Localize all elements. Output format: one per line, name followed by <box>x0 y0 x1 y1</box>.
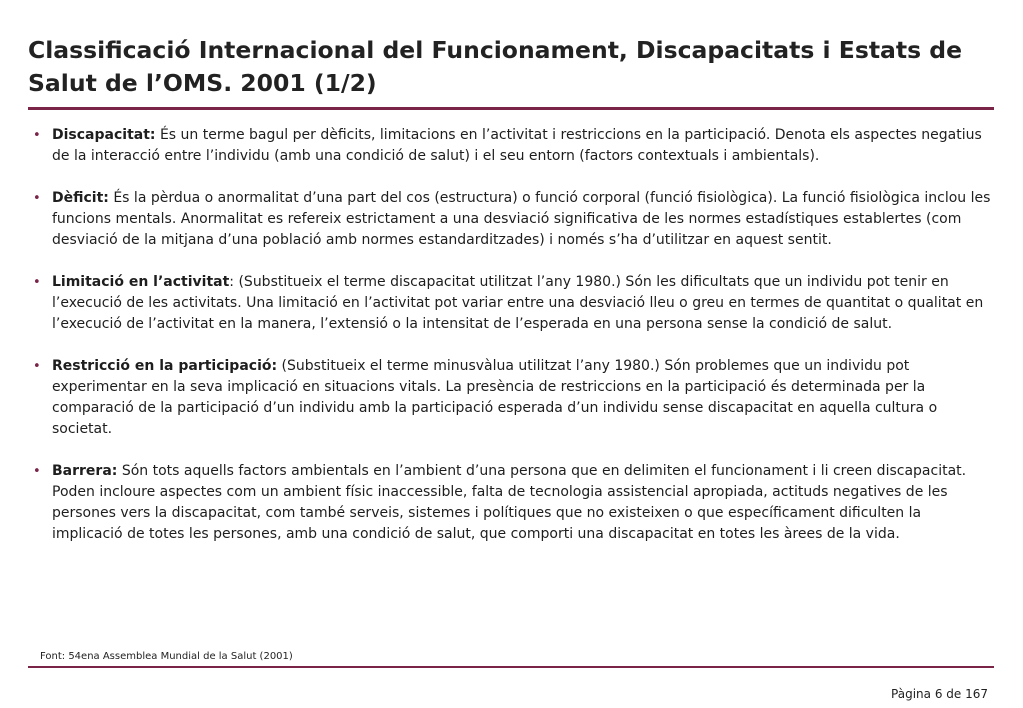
title-divider <box>28 107 994 110</box>
list-item-limitacio <box>32 272 994 335</box>
term-definition: : (Substitueix el terme discapacitat utilitzat l’any 1980.) Són les dificultats que un individu pot tenir en l’execució de les activitats. Una limitació en l’activitat pot variar entre una desviació lleu o greu en termes de quantitat o qualitat en l’execució de l’activitat en la manera, l’extensió o la intensitat de l’esperada en una persona sense la condició de salut. <box>52 274 984 332</box>
bullet-icon: • <box>33 359 41 374</box>
term-label: Discapacitat: <box>52 127 156 143</box>
list-item-barrera <box>32 461 994 545</box>
term-label: Barrera: <box>52 463 118 479</box>
source-note: Font: 54ena Assemblea Mundial de la Salut (2001) <box>40 651 293 662</box>
term-definition: És la pèrdua o anormalitat d’una part del cos (estructura) o funció corporal (funció fisiològica). La funció fisiològica inclou les funcions mentals. Anormalitat es refereix estrictament a una desviació significativa de les normes estadístiques establertes (com desviació de la mitjana d’una població amb normes estandarditzades) i només s’ha d’utilitzar en aquest sentit. <box>52 190 991 248</box>
term-definition: Són tots aquells factors ambientals en l’ambient d’una persona que en delimiten el funcionament i li creen discapacitat. Poden incloure aspectes com un ambient físic inaccessible, falta de tecnologia assistencial apropiada, actituds negatives de les persones vers la discapacitat, com també serveis, sistemes i polítiques que no existeixen o que específicament dificulten la implicació de totes les persones, amb una condició de salut, que comporti una discapacitat en totes les àrees de la vida. <box>52 463 967 542</box>
slide-title: Classificació Internacional del Funcionament, Discapacitats i Estats de Salut de l’OMS. 2001 (1/2) <box>28 36 963 97</box>
bullet-icon: • <box>33 275 41 290</box>
term-label: Restricció en la participació: <box>52 358 278 374</box>
bullet-icon: • <box>33 464 41 479</box>
list-item-discapacitat <box>32 125 994 167</box>
page-number: Pàgina 6 de 167 <box>891 687 988 701</box>
bullet-icon: • <box>33 128 41 143</box>
term-label: Limitació en l’activitat <box>52 274 230 290</box>
term-definition: És un terme bagul per dèficits, limitacions en l’activitat i restriccions en la participació. Denota els aspectes negatius de la interacció entre l’individu (amb una condició de salut) i el seu entorn (factors contextuals i ambientals). <box>52 127 982 164</box>
definitions-list <box>32 125 994 566</box>
list-item-restriccio <box>32 356 994 440</box>
footer-divider <box>28 666 994 668</box>
term-label: Dèficit: <box>52 190 109 206</box>
term-definition: (Substitueix el terme minusvàlua utilitzat l’any 1980.) Són problemes que un individu pot experimentar en la seva implicació en situacions vitals. La presència de restriccions en la participació és determinada per la comparació de la participació d’un individu amb la participació esperada d’un individu sense discapacitat en aquella cultura o societat. <box>52 358 938 437</box>
bullet-icon: • <box>33 191 41 206</box>
list-item-deficit <box>32 188 994 251</box>
